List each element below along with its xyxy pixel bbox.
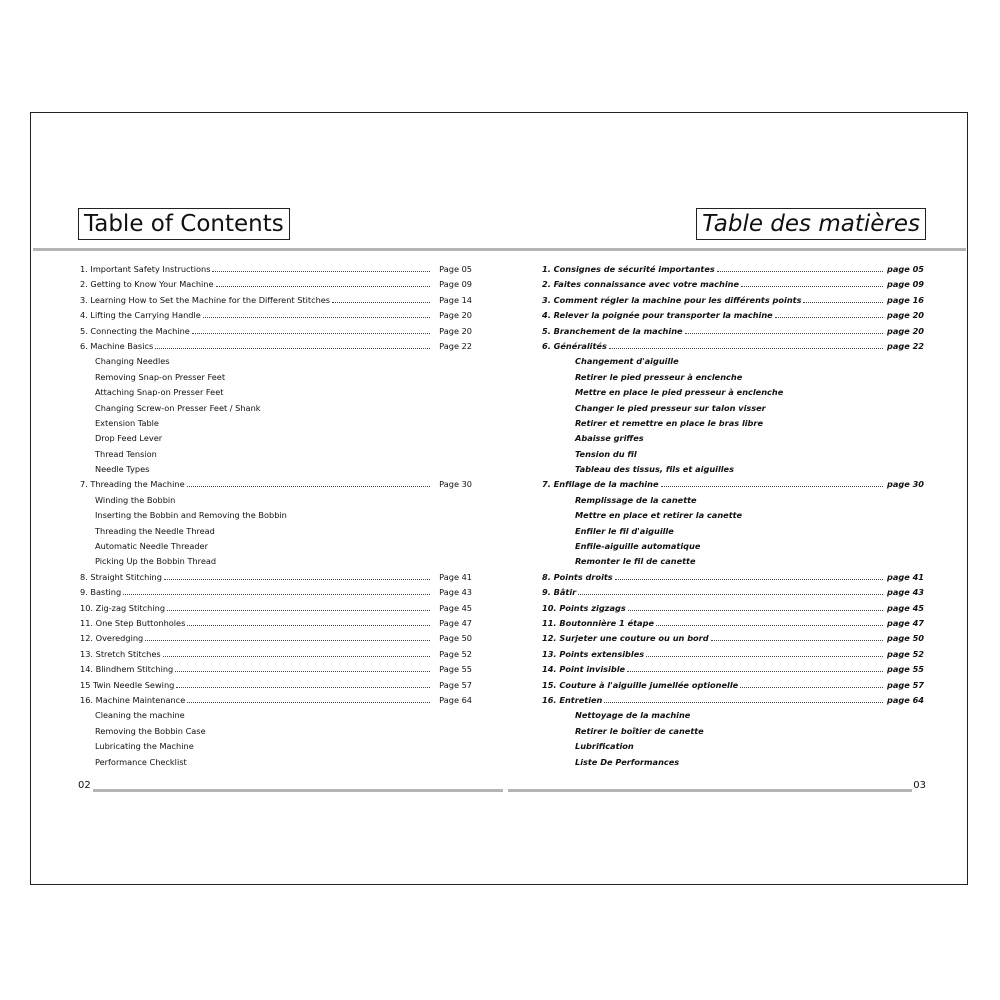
english-toc-entry (80, 277, 472, 292)
entry-label: 12. Surjeter une couture ou un bord (542, 633, 709, 644)
entry-label: 16. Entretien (542, 694, 603, 705)
entry-label: 11. Boutonnière 1 étape (542, 617, 654, 628)
entry-label: 12. Overedging (80, 633, 144, 644)
entry-label: 14. Blindhem Stitching (80, 664, 174, 675)
entry-label: 15 Twin Needle Sewing (80, 679, 175, 690)
dot-leader (740, 687, 883, 688)
english-toc-subentry: Attaching Snap-on Presser Feet (95, 387, 224, 398)
french-toc-subentry: Mettre en place et retirer la canette (575, 510, 743, 521)
dot-leader (332, 302, 430, 303)
dot-leader (685, 333, 883, 334)
entry-label: 2. Getting to Know Your Machine (80, 279, 214, 290)
entry-label: 3. Learning How to Set the Machine for the Different Stitches (80, 294, 331, 305)
entry-label: 1. Consignes de sécurité importantes (542, 264, 715, 274)
entry-label: 4. Lifting the Carrying Handle (80, 310, 201, 321)
entry-page-ref: Page 47 (439, 617, 472, 628)
english-toc-entry (80, 585, 472, 600)
english-toc-subentry: Extension Table (95, 417, 159, 428)
english-toc-subentry: Performance Checklist (95, 756, 187, 767)
dot-leader (216, 286, 430, 287)
dot-leader (775, 317, 883, 318)
entry-page-ref: Page 20 (439, 310, 472, 321)
french-toc-subentry: Tension du fil (575, 448, 637, 459)
entry-label: 4. Relever la poignée pour transporter la machine (542, 310, 773, 321)
french-toc-entry (542, 477, 924, 492)
entry-page-ref: Page 52 (439, 648, 472, 659)
french-toc-entry (542, 277, 924, 292)
right-footer-divider (508, 789, 912, 792)
dot-leader (163, 656, 430, 657)
english-toc-entry (80, 308, 472, 323)
dot-leader (155, 348, 430, 349)
dot-leader (609, 348, 883, 349)
entry-page-ref: Page 20 (439, 325, 472, 336)
entry-label: 10. Points zigzags (542, 602, 626, 613)
dot-leader (656, 625, 883, 626)
dot-leader (123, 594, 430, 595)
english-toc-subentry: Picking Up the Bobbin Thread (95, 556, 217, 567)
french-toc-subentry: Mettre en place le pied presseur à enclenche (575, 387, 784, 398)
dot-leader (717, 271, 883, 272)
french-toc-entry (542, 693, 924, 708)
entry-label: 6. Généralités (542, 340, 607, 351)
french-toc-entry (542, 662, 924, 677)
dot-leader (711, 640, 883, 641)
english-toc-entry (80, 601, 472, 616)
dot-leader (212, 271, 430, 272)
english-toc-entry (80, 616, 472, 631)
dot-leader (187, 486, 430, 487)
left-footer-divider (93, 789, 503, 792)
entry-page-ref: Page 57 (439, 679, 472, 690)
dot-leader (578, 594, 883, 595)
english-toc-subentry: Needle Types (95, 464, 150, 475)
english-toc-subentry: Winding the Bobbin (95, 494, 176, 505)
entry-label: 5. Branchement de la machine (542, 325, 683, 336)
french-toc-subentry: Abaisse griffes (575, 433, 644, 444)
french-toc-subentry: Nettoyage de la machine (575, 710, 691, 721)
entry-label: 1. Important Safety Instructions (80, 264, 211, 274)
english-toc-entry (80, 324, 472, 339)
english-toc-subentry: Lubricating the Machine (95, 741, 194, 752)
entry-page-ref: page 50 (886, 633, 924, 644)
entry-page-ref: page 47 (886, 617, 924, 628)
entry-page-ref: Page 30 (439, 479, 472, 490)
french-toc-entry (542, 601, 924, 616)
french-toc-list (542, 262, 924, 770)
english-toc-subentry: Changing Needles (95, 356, 170, 367)
french-toc-entry (542, 324, 924, 339)
left-page-number: 02 (78, 780, 91, 791)
entry-page-ref: Page 43 (439, 587, 472, 598)
entry-label: 8. Points droits (542, 571, 613, 582)
dot-leader (615, 579, 883, 580)
english-toc-subentry: Inserting the Bobbin and Removing the Bobbin (95, 510, 287, 521)
entry-page-ref: page 64 (886, 694, 924, 705)
english-toc-entry (80, 339, 472, 354)
entry-label: 10. Zig-zag Stitching (80, 602, 166, 613)
entry-page-ref: Page 41 (439, 571, 472, 582)
english-toc-subentry: Changing Screw-on Presser Feet / Shank (95, 402, 261, 413)
dot-leader (803, 302, 883, 303)
dot-leader (741, 286, 883, 287)
english-toc-entry (80, 477, 472, 492)
entry-page-ref: page 20 (886, 325, 924, 336)
english-toc-entry (80, 570, 472, 585)
entry-page-ref: page 09 (886, 279, 924, 290)
english-toc-subentry: Cleaning the machine (95, 710, 185, 721)
english-toc-entry (80, 293, 472, 308)
entry-label: 11. One Step Buttonholes (80, 617, 186, 628)
entry-page-ref: page 30 (886, 479, 924, 490)
dot-leader (604, 702, 883, 703)
entry-page-ref: Page 22 (439, 340, 472, 351)
entry-label: 9. Basting (80, 587, 122, 598)
entry-page-ref: page 43 (886, 587, 924, 598)
entry-page-ref: page 05 (886, 264, 924, 274)
english-title: Table of Contents (78, 208, 290, 240)
dot-leader (175, 671, 430, 672)
dot-leader (167, 610, 430, 611)
entry-page-ref: Page 09 (439, 279, 472, 290)
french-toc-entry (542, 339, 924, 354)
french-toc-subentry: Remplissage de la canette (575, 494, 697, 505)
dot-leader (628, 610, 883, 611)
french-toc-entry (542, 308, 924, 323)
entry-page-ref: Page 50 (439, 633, 472, 644)
entry-page-ref: page 41 (886, 571, 924, 582)
french-toc-subentry: Retirer le pied presseur à enclenche (575, 371, 743, 382)
entry-label: 16. Machine Maintenance (80, 694, 186, 705)
french-toc-subentry: Changer le pied presseur sur talon visser (575, 402, 766, 413)
english-toc-list (80, 262, 472, 770)
french-toc-subentry: Tableau des tissus, fils et aiguilles (575, 464, 734, 475)
entry-label: 2. Faites connaissance avec votre machine (542, 279, 740, 290)
entry-page-ref: Page 64 (439, 694, 472, 705)
entry-page-ref: page 45 (886, 602, 924, 613)
dot-leader (176, 687, 430, 688)
entry-label: 9. Bâtir (542, 587, 577, 598)
entry-page-ref: page 20 (886, 310, 924, 321)
entry-page-ref: Page 45 (439, 602, 472, 613)
french-toc-subentry: Retirer et remettre en place le bras libre (575, 417, 764, 428)
entry-page-ref: Page 14 (439, 294, 472, 305)
dot-leader (627, 671, 883, 672)
entry-label: 8. Straight Stitching (80, 571, 162, 582)
french-toc-entry (542, 616, 924, 631)
french-toc-entry (542, 647, 924, 662)
english-toc-entry (80, 631, 472, 646)
french-toc-subentry: Changement d'aiguille (575, 356, 679, 367)
english-toc-entry (80, 647, 472, 662)
dot-leader (145, 640, 430, 641)
french-toc-entry (542, 631, 924, 646)
french-toc-subentry: Enfiler le fil d'aiguille (575, 525, 674, 536)
french-toc-entry (542, 293, 924, 308)
french-toc-subentry: Remonter le fil de canette (575, 556, 696, 567)
french-toc-entry (542, 678, 924, 693)
english-toc-subentry: Threading the Needle Thread (95, 525, 215, 536)
entry-page-ref: Page 55 (439, 664, 472, 675)
english-toc-subentry: Removing Snap-on Presser Feet (95, 371, 226, 382)
entry-page-ref: page 55 (886, 664, 924, 675)
entry-label: 3. Comment régler la machine pour les différents points (542, 294, 802, 305)
english-toc-entry (80, 262, 472, 277)
entry-page-ref: page 16 (886, 294, 924, 305)
entry-page-ref: page 22 (886, 340, 924, 351)
french-toc-entry (542, 570, 924, 585)
entry-label: 13. Points extensibles (542, 648, 645, 659)
dot-leader (192, 333, 430, 334)
entry-page-ref: page 52 (886, 648, 924, 659)
entry-page-ref: page 57 (886, 679, 924, 690)
entry-label: 6. Machine Basics (80, 340, 154, 351)
english-toc-entry (80, 662, 472, 677)
english-toc-subentry: Thread Tension (95, 448, 157, 459)
english-toc-subentry: Drop Feed Lever (95, 433, 163, 444)
dot-leader (203, 317, 430, 318)
right-page-number: 03 (913, 780, 926, 791)
entry-label: 5. Connecting the Machine (80, 325, 190, 336)
french-toc-subentry: Lubrification (575, 741, 634, 752)
dot-leader (646, 656, 883, 657)
french-title: Table des matières (696, 208, 926, 240)
english-toc-entry (80, 678, 472, 693)
dot-leader (187, 702, 430, 703)
entry-label: 15. Couture à l'aiguille jumellée optionelle (542, 679, 739, 690)
french-toc-entry (542, 585, 924, 600)
english-toc-entry (80, 693, 472, 708)
entry-page-ref: Page 05 (439, 264, 472, 274)
french-toc-subentry: Enfile-aiguille automatique (575, 541, 701, 552)
entry-label: 7. Threading the Machine (80, 479, 185, 490)
entry-label: 14. Point invisible (542, 664, 626, 675)
french-toc-subentry: Retirer le boîtier de canette (575, 725, 704, 736)
english-toc-subentry: Removing the Bobbin Case (95, 725, 206, 736)
dot-leader (187, 625, 430, 626)
entry-label: 7. Enfilage de la machine (542, 479, 659, 490)
entry-label: 13. Stretch Stitches (80, 648, 161, 659)
header-divider (33, 248, 966, 251)
french-toc-subentry: Liste De Performances (575, 756, 680, 767)
french-toc-entry (542, 262, 924, 277)
dot-leader (661, 486, 884, 487)
english-toc-subentry: Automatic Needle Threader (95, 541, 208, 552)
dot-leader (164, 579, 430, 580)
